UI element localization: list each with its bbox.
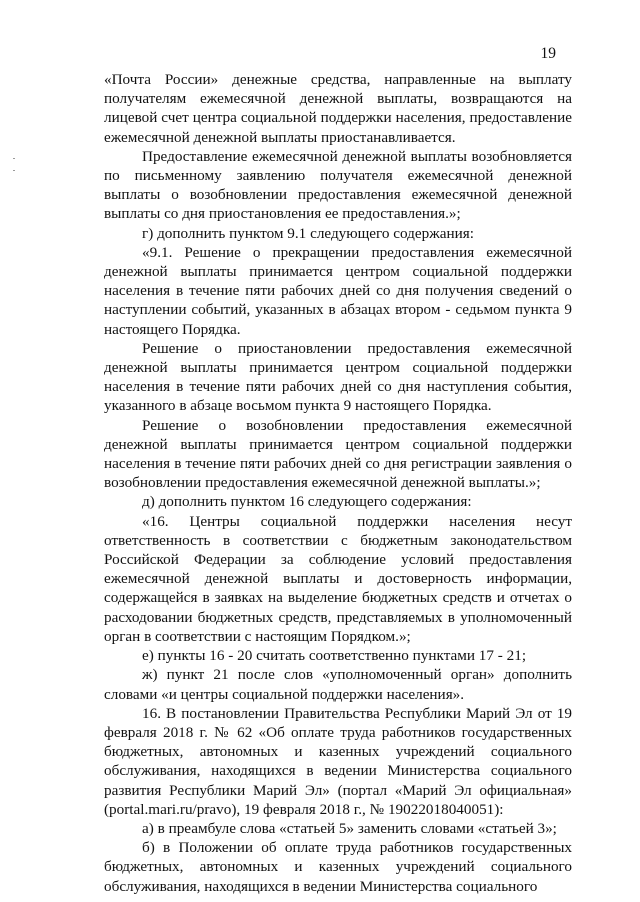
paragraph: Решение о возобновлении предоставления ежемесячной денежной выплаты принимается центром социальной поддержки населения в течение пяти рабочих дней со дня регистрации заявления о возобновлении предоставления ежемесячной денежной выплаты.»; [104, 416, 572, 492]
page-number: 19 [540, 45, 556, 62]
paragraph: г) дополнить пунктом 9.1 следующего содержания: [142, 224, 474, 242]
paragraph: «16. Центры социальной поддержки населения несут ответственность в соответствии с бюджетным законодательством Российской Федерации за соблюдение условий предоставления ежемесячной денежной выплаты и достоверность информации, содержащейся в заявках на выделение бюджетных средств и отчетах о расходовании бюджетных средств, представляемых в уполномоченный орган в соответствии с настоящим Порядком.»; [104, 512, 572, 645]
paragraph: «Почта России» денежные средства, направленные на выплату получателям ежемесячной денежной выплаты, возвращаются на лицевой счет центра социальной поддержки населения, предоставление ежемесячной денежной выплаты приостанавливается. [104, 71, 572, 146]
paragraph: ж) пункт 21 после слов «уполномоченный орган» дополнить словами «и центры социальной поддержки населения». [104, 666, 572, 703]
paragraph: 16. В постановлении Правительства Республики Марий Эл от 19 февраля 2018 г. № 62 «Об оплате труда работников государственных бюджетных, автономных и казенных учреждений социального обслуживания, находящихся в ведении Министерства социального развития Республики Марий Эл» (портал «Марий Эл официальная» (portal.mari.ru/pravo), 19 февраля 2018 г., № 19022018040051): [104, 704, 572, 818]
paragraph: Решение о приостановлении предоставления ежемесячной денежной выплаты принимается центром социальной поддержки населения в течение пяти рабочих дней со дня наступления события, указанного в абзаце восьмом пункта 9 настоящего Порядка. [104, 339, 572, 415]
paragraph: Предоставление ежемесячной денежной выплаты возобновляется по письменному заявлению получателя ежемесячной денежной выплаты о возобновлении предоставления ежемесячной денежной выплаты со дня приостановления ее предоставления.»; [104, 147, 572, 223]
paragraph: е) пункты 16 - 20 считать соответственно пунктами 17 - 21; [142, 647, 527, 665]
paragraph: б) в Положении об оплате труда работников государственных бюджетных, автономных и казенных учреждений социального обслуживания, находящихся в ведении Министерства социального [104, 839, 572, 895]
document-body [104, 70, 572, 896]
margin-mark [13, 170, 15, 171]
paragraph: а) в преамбуле слова «статьей 5» заменить словами «статьей 3»; [142, 819, 557, 837]
paragraph: д) дополнить пунктом 16 следующего содержания: [142, 493, 472, 511]
paragraph: «9.1. Решение о прекращении предоставления ежемесячной денежной выплаты принимается центром социальной поддержки населения в течение пяти рабочих дней со дня получения сведений о наступлении событий, указанных в абзацах втором - седьмом пункта 9 настоящего Порядка. [104, 243, 572, 338]
margin-mark [13, 158, 15, 159]
